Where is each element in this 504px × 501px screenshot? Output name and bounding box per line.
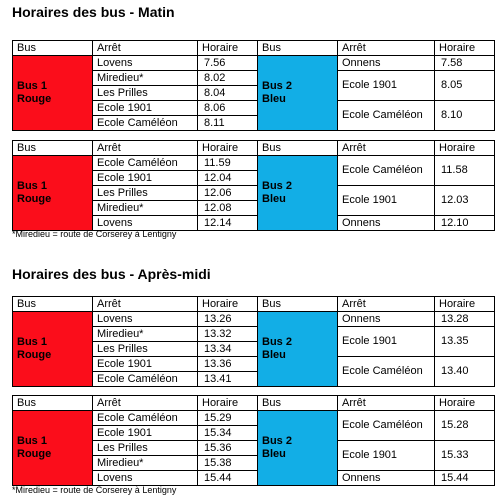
departure-time: 15.34 bbox=[198, 426, 258, 441]
departure-time: 13.36 bbox=[198, 357, 258, 372]
bus-header: Bus bbox=[258, 41, 338, 56]
bus-1-cell bbox=[13, 56, 93, 131]
stop-name: Ecole 1901 bbox=[93, 101, 198, 116]
bus-1-cell-color-name: Rouge bbox=[17, 93, 52, 105]
departure-time: 15.38 bbox=[198, 456, 258, 471]
bus-2-cell-number: Bus 2 bbox=[262, 336, 292, 348]
departure-time: 12.08 bbox=[198, 201, 258, 216]
departure-time: 8.05 bbox=[435, 71, 495, 101]
table-row bbox=[13, 411, 495, 426]
bus-2-cell bbox=[258, 411, 338, 486]
bus-1-cell bbox=[13, 312, 93, 387]
bus-timetable bbox=[12, 296, 495, 387]
stop-name: Ecole Caméléon bbox=[338, 101, 435, 131]
bus-1-cell-number: Bus 1 bbox=[17, 336, 47, 348]
stop-header: Arrêt bbox=[93, 396, 198, 411]
stop-header: Arrêt bbox=[93, 141, 198, 156]
bus-header: Bus bbox=[13, 41, 93, 56]
departure-time: 13.40 bbox=[435, 357, 495, 387]
stop-name: Ecole 1901 bbox=[338, 327, 435, 357]
stop-name: Les Prilles bbox=[93, 441, 198, 456]
time-header: Horaire bbox=[435, 396, 495, 411]
bus-header: Bus bbox=[258, 297, 338, 312]
departure-time: 15.33 bbox=[435, 441, 495, 471]
bus-2-cell bbox=[258, 156, 338, 231]
header-row bbox=[13, 396, 495, 411]
time-header: Horaire bbox=[198, 41, 258, 56]
bus-1-cell-color-name: Rouge bbox=[17, 349, 52, 361]
bus-1-cell bbox=[13, 411, 93, 486]
bus-1-cell bbox=[13, 156, 93, 231]
departure-time: 15.44 bbox=[435, 471, 495, 486]
stop-name: Miredieu* bbox=[93, 201, 198, 216]
stop-name: Ecole 1901 bbox=[93, 357, 198, 372]
bus-2-cell bbox=[258, 56, 338, 131]
stop-header: Arrêt bbox=[338, 141, 435, 156]
stop-name: Ecole 1901 bbox=[93, 171, 198, 186]
departure-time: 8.06 bbox=[198, 101, 258, 116]
bus-1-cell-color-name: Rouge bbox=[17, 448, 52, 460]
stop-name: Ecole Caméléon bbox=[93, 411, 198, 426]
departure-time: 12.14 bbox=[198, 216, 258, 231]
stop-name: Ecole 1901 bbox=[93, 426, 198, 441]
stop-name: Ecole Caméléon bbox=[93, 116, 198, 131]
departure-time: 11.58 bbox=[435, 156, 495, 186]
section-title: Horaires des bus - Après-midi bbox=[12, 266, 211, 282]
departure-time: 13.41 bbox=[198, 372, 258, 387]
bus-1-cell-color-name: Rouge bbox=[17, 193, 52, 205]
header-row bbox=[13, 41, 495, 56]
departure-time: 15.28 bbox=[435, 411, 495, 441]
bus-1-cell-number: Bus 1 bbox=[17, 80, 47, 92]
bus-timetable bbox=[12, 395, 495, 486]
departure-time: 8.02 bbox=[198, 71, 258, 86]
bus-header: Bus bbox=[13, 297, 93, 312]
stop-name: Onnens bbox=[338, 471, 435, 486]
table-row bbox=[13, 156, 495, 171]
departure-time: 12.04 bbox=[198, 171, 258, 186]
stop-name: Ecole Caméléon bbox=[93, 372, 198, 387]
bus-timetable bbox=[12, 40, 495, 131]
bus-2-cell-number: Bus 2 bbox=[262, 180, 292, 192]
stop-name: Les Prilles bbox=[93, 186, 198, 201]
bus-2-cell-number: Bus 2 bbox=[262, 435, 292, 447]
bus-1-cell-number: Bus 1 bbox=[17, 435, 47, 447]
header-row bbox=[13, 141, 495, 156]
bus-2-cell bbox=[258, 312, 338, 387]
bus-2-cell-color-name: Bleu bbox=[262, 448, 286, 460]
stop-name: Les Prilles bbox=[93, 342, 198, 357]
departure-time: 11.59 bbox=[198, 156, 258, 171]
stop-name: Ecole 1901 bbox=[338, 186, 435, 216]
table-row bbox=[13, 312, 495, 327]
bus-2-cell-number: Bus 2 bbox=[262, 80, 292, 92]
stop-header: Arrêt bbox=[338, 297, 435, 312]
departure-time: 12.03 bbox=[435, 186, 495, 216]
time-header: Horaire bbox=[435, 297, 495, 312]
bus-header: Bus bbox=[13, 141, 93, 156]
bus-header: Bus bbox=[13, 396, 93, 411]
bus-2-cell-color-name: Bleu bbox=[262, 193, 286, 205]
stop-name: Lovens bbox=[93, 216, 198, 231]
section-title: Horaires des bus - Matin bbox=[12, 4, 175, 20]
departure-time: 7.56 bbox=[198, 56, 258, 71]
time-header: Horaire bbox=[435, 41, 495, 56]
stop-name: Ecole 1901 bbox=[338, 441, 435, 471]
stop-name: Lovens bbox=[93, 471, 198, 486]
stop-name: Ecole 1901 bbox=[338, 71, 435, 101]
time-header: Horaire bbox=[198, 396, 258, 411]
stop-name: Miredieu* bbox=[93, 327, 198, 342]
departure-time: 15.36 bbox=[198, 441, 258, 456]
time-header: Horaire bbox=[435, 141, 495, 156]
stop-name: Ecole Caméléon bbox=[93, 156, 198, 171]
departure-time: 12.10 bbox=[435, 216, 495, 231]
departure-time: 15.44 bbox=[198, 471, 258, 486]
departure-time: 8.04 bbox=[198, 86, 258, 101]
footnote: *Miredieu = route de Corserey à Lentigny bbox=[12, 485, 177, 495]
stop-header: Arrêt bbox=[93, 297, 198, 312]
stop-header: Arrêt bbox=[338, 396, 435, 411]
bus-2-cell-color-name: Bleu bbox=[262, 93, 286, 105]
bus-header: Bus bbox=[258, 396, 338, 411]
departure-time: 15.29 bbox=[198, 411, 258, 426]
stop-name: Lovens bbox=[93, 56, 198, 71]
stop-name: Onnens bbox=[338, 312, 435, 327]
header-row bbox=[13, 297, 495, 312]
stop-name: Ecole Caméléon bbox=[338, 411, 435, 441]
departure-time: 7.58 bbox=[435, 56, 495, 71]
bus-timetable bbox=[12, 140, 495, 231]
stop-name: Lovens bbox=[93, 312, 198, 327]
bus-2-cell-color-name: Bleu bbox=[262, 349, 286, 361]
departure-time: 13.32 bbox=[198, 327, 258, 342]
bus-1-cell-number: Bus 1 bbox=[17, 180, 47, 192]
stop-name: Les Prilles bbox=[93, 86, 198, 101]
stop-name: Miredieu* bbox=[93, 71, 198, 86]
departure-time: 13.26 bbox=[198, 312, 258, 327]
departure-time: 12.06 bbox=[198, 186, 258, 201]
stop-name: Onnens bbox=[338, 216, 435, 231]
bus-header: Bus bbox=[258, 141, 338, 156]
departure-time: 8.11 bbox=[198, 116, 258, 131]
time-header: Horaire bbox=[198, 141, 258, 156]
footnote: *Miredieu = route de Corserey à Lentigny bbox=[12, 229, 177, 239]
stop-header: Arrêt bbox=[93, 41, 198, 56]
table-row bbox=[13, 56, 495, 71]
stop-name: Onnens bbox=[338, 56, 435, 71]
stop-name: Miredieu* bbox=[93, 456, 198, 471]
stop-header: Arrêt bbox=[338, 41, 435, 56]
stop-name: Ecole Caméléon bbox=[338, 357, 435, 387]
departure-time: 13.34 bbox=[198, 342, 258, 357]
departure-time: 8.10 bbox=[435, 101, 495, 131]
time-header: Horaire bbox=[198, 297, 258, 312]
departure-time: 13.28 bbox=[435, 312, 495, 327]
departure-time: 13.35 bbox=[435, 327, 495, 357]
stop-name: Ecole Caméléon bbox=[338, 156, 435, 186]
